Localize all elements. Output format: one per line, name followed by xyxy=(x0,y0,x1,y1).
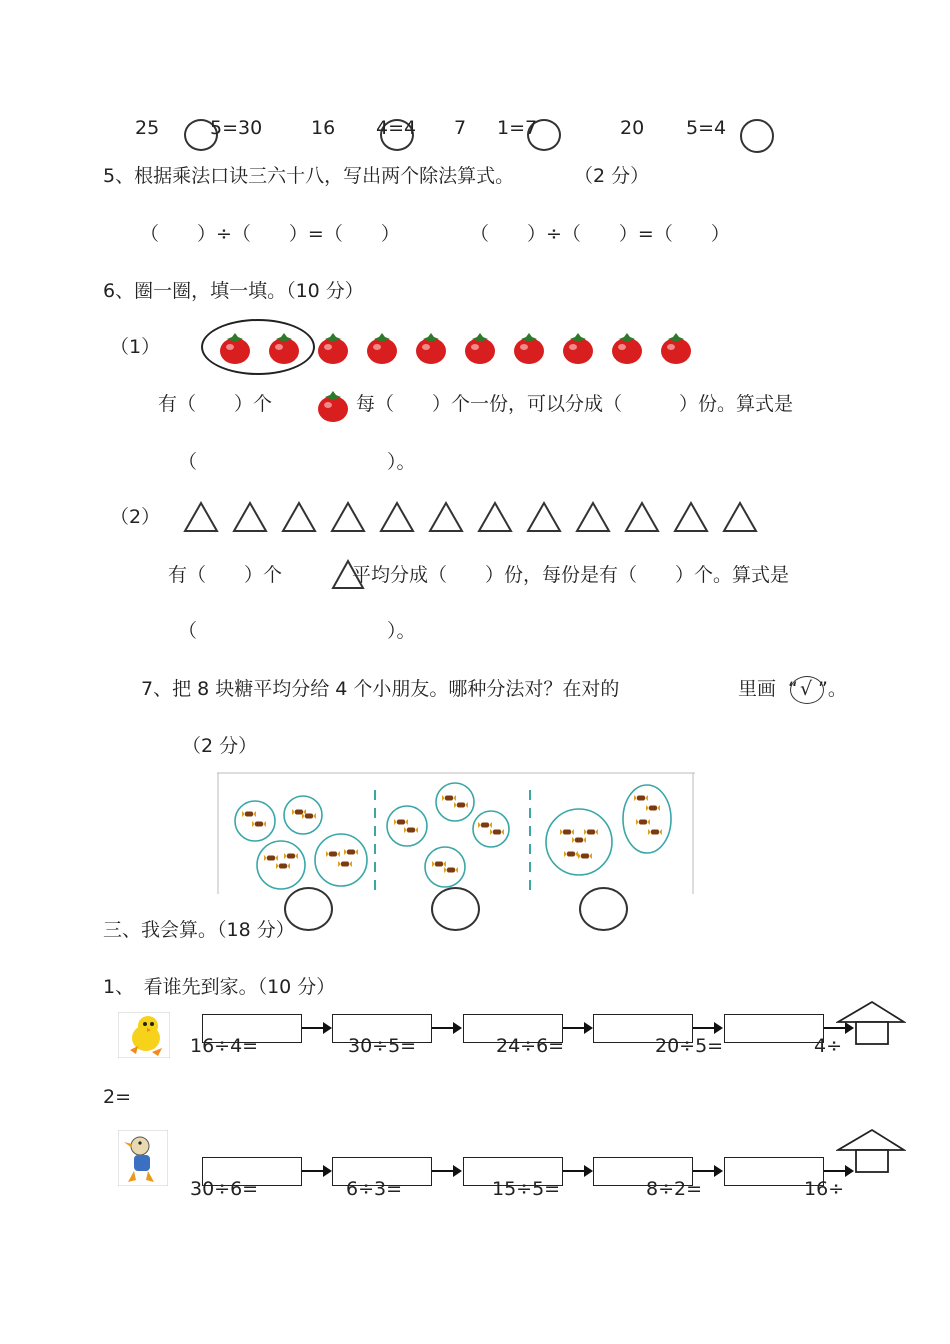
candy-group-circle xyxy=(425,847,465,887)
race2-expr-5: 16÷ xyxy=(804,1178,845,1200)
q4-item-1-b: 5=30 xyxy=(210,117,263,139)
q4-item-2-b: 4=4 xyxy=(376,117,417,139)
duck-icon xyxy=(118,1130,168,1186)
candy-group-circle xyxy=(235,801,275,841)
race1-wrap: 2= xyxy=(103,1086,132,1108)
q6-part1-line2: （ ）。 xyxy=(178,451,416,473)
q5-formula-1: （ ）÷（ ）=（ ） xyxy=(140,223,400,245)
arrow-icon xyxy=(563,1170,591,1172)
triangle-icon xyxy=(479,503,511,531)
arrow-icon xyxy=(302,1170,330,1172)
race2-expr-1: 30÷6= xyxy=(190,1178,259,1200)
q7-score: （2 分） xyxy=(182,735,258,757)
tomato-icon xyxy=(269,333,299,364)
section3-title: 三、我会算。（18 分） xyxy=(103,919,295,941)
arrow-icon xyxy=(302,1027,330,1029)
triangle-icon xyxy=(577,503,609,531)
q6-part1-line1-b: 每（ ）个一份，可以分成（ ）份。算式是 xyxy=(356,393,794,415)
q6-part2-line1-b: 平均分成（ ）份，每份是有（ ）个。算式是 xyxy=(352,564,790,586)
house-icon xyxy=(836,1000,906,1046)
q5-title: 5、根据乘法口诀三六十八，写出两个除法算式。 xyxy=(103,165,515,187)
triangle-icon xyxy=(283,503,315,531)
q4-item-2-a: 16 xyxy=(311,117,336,139)
tomato-icon xyxy=(661,333,691,364)
triangle-icon xyxy=(626,503,658,531)
triangle-row xyxy=(182,500,762,534)
tomato-icon xyxy=(367,333,397,364)
triangle-icon xyxy=(724,503,756,531)
tomato-row xyxy=(210,325,710,369)
candy-diagram xyxy=(217,772,695,894)
race1-expr-4: 20÷5= xyxy=(655,1035,724,1057)
candy-group-circle xyxy=(436,783,474,821)
race2-expr-2: 6÷3= xyxy=(346,1178,403,1200)
arrow-icon xyxy=(432,1170,460,1172)
triangle-icon xyxy=(332,503,364,531)
q6-part2-line2: （ ）。 xyxy=(178,620,416,642)
race2-expr-4: 8÷2= xyxy=(646,1178,703,1200)
q6-part2-line1-a: 有（ ）个 xyxy=(168,564,283,586)
q6-part2-label: （2） xyxy=(110,506,161,528)
arrow-icon xyxy=(693,1170,721,1172)
tomato-icon xyxy=(315,388,351,422)
arrow-icon xyxy=(432,1027,460,1029)
section3-q1-title: 1、 看谁先到家。（10 分） xyxy=(103,976,336,998)
answer-circle[interactable] xyxy=(740,119,774,153)
q6-part1-line1-a: 有（ ）个 xyxy=(158,393,273,415)
q7-quote-open: “ xyxy=(788,678,798,700)
q7-quote-close: ”。 xyxy=(818,678,847,700)
race1-expr-5: 4÷ xyxy=(814,1035,843,1057)
q5-formula-2: （ ）÷（ ）=（ ） xyxy=(470,223,730,245)
candy-group-circle xyxy=(473,811,509,847)
q7-check-mark: √ xyxy=(800,678,813,700)
race1-expr-3: 24÷6= xyxy=(496,1035,565,1057)
triangle-icon xyxy=(430,503,462,531)
tomato-icon xyxy=(220,333,250,364)
triangle-icon xyxy=(528,503,560,531)
q6-title: 6、圈一圈，填一填。（10 分） xyxy=(103,280,364,302)
candy-group-circle xyxy=(315,834,367,886)
q7-title-b: 里画 xyxy=(738,678,777,700)
triangle-icon xyxy=(675,503,707,531)
candy-group-circle xyxy=(623,785,671,853)
answer-circle[interactable] xyxy=(431,887,480,931)
triangle-icon xyxy=(381,503,413,531)
chick-icon xyxy=(118,1012,170,1058)
q6-part1-label: （1） xyxy=(110,336,161,358)
race1-expr-2: 30÷5= xyxy=(348,1035,417,1057)
race1-expr-1: 16÷4= xyxy=(190,1035,259,1057)
tomato-icon xyxy=(563,333,593,364)
q5-score: （2 分） xyxy=(574,165,650,187)
q4-item-4-a: 20 xyxy=(620,117,645,139)
q4-item-1-a: 25 xyxy=(135,117,160,139)
tomato-icon xyxy=(416,333,446,364)
tomato-icon xyxy=(514,333,544,364)
triangle-icon xyxy=(234,503,266,531)
triangle-icon xyxy=(185,503,217,531)
tomato-icon xyxy=(612,333,642,364)
answer-circle[interactable] xyxy=(579,887,628,931)
answer-box[interactable] xyxy=(724,1014,824,1043)
candy-group-circle xyxy=(387,806,427,846)
q4-item-4-b: 5=4 xyxy=(686,117,727,139)
tomato-icon xyxy=(465,333,495,364)
arrow-icon xyxy=(693,1027,721,1029)
race2-expr-3: 15÷5= xyxy=(492,1178,561,1200)
arrow-icon xyxy=(563,1027,591,1029)
q4-item-3-b: 1=7 xyxy=(497,117,538,139)
tomato-icon xyxy=(318,333,348,364)
q4-item-3-a: 7 xyxy=(454,117,467,139)
house-icon xyxy=(836,1128,906,1174)
q7-title: 7、把 8 块糖平均分给 4 个小朋友。哪种分法对？在对的 xyxy=(141,678,620,700)
